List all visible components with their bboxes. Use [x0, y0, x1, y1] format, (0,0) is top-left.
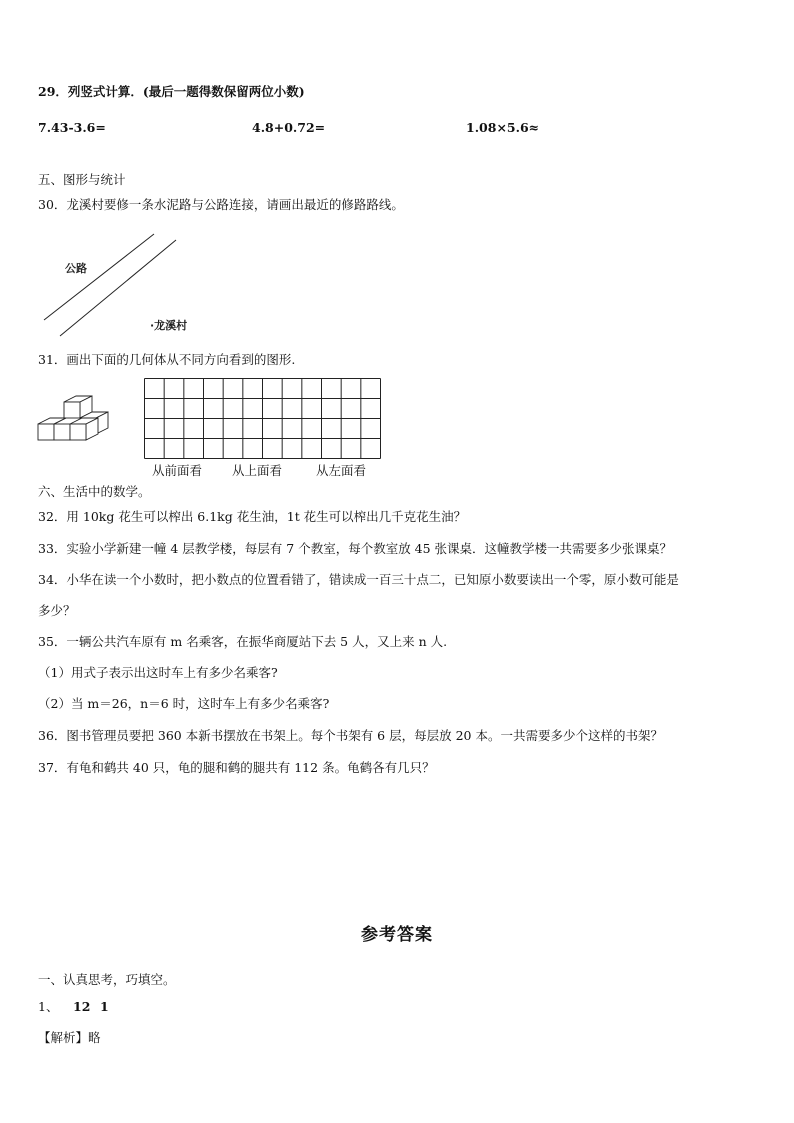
- answer-1-value-1: 12: [73, 999, 91, 1014]
- q35-text: 35．一辆公共汽车原有 m 名乘客，在振华商厦站下去 5 人，又上来 n 人.: [38, 634, 448, 649]
- q31-label-left: 从左面看: [316, 463, 367, 478]
- q34-line-1: 34．小华在读一个小数时，把小数点的位置看错了，错读成一百三十点二，已知原小数要读出一个零，原小数可能是: [38, 572, 679, 587]
- q31-label-front: 从前面看: [152, 463, 203, 478]
- q32-text: 32．用 10kg 花生可以榨出 6.1kg 花生油，1t 花生可以榨出几千克花生油？: [38, 509, 467, 524]
- answer-1-value-2: 1: [100, 999, 109, 1014]
- section-6-heading: 六、生活中的数学。: [38, 484, 151, 499]
- village-label: ·龙溪村: [150, 319, 188, 332]
- q35-sub-1: （1）用式子表示出这时车上有多少名乘客?: [38, 665, 278, 680]
- q33-text: 33．实验小学新建一幢 4 层教学楼，每层有 7 个教室，每个教室放 45 张课桌．这幢教学楼一共需要多少张课桌？: [38, 541, 673, 556]
- cube-stack-figure: [36, 394, 116, 450]
- q29-item-3: 1.08×5.6≈: [466, 120, 540, 135]
- q29-item-1: 7.43-3.6=: [38, 120, 106, 135]
- q31-text: 31．画出下面的几何体从不同方向看到的图形.: [38, 352, 296, 367]
- q29-item-2: 4.8+0.72=: [252, 120, 326, 135]
- q29-title: 29．列竖式计算．(最后一题得数保留两位小数): [38, 84, 305, 99]
- section-5-heading: 五、图形与统计: [38, 172, 126, 187]
- road-figure: [30, 228, 230, 348]
- q35-sub-2: （2）当 m＝26，n＝6 时，这时车上有多少名乘客?: [38, 696, 330, 711]
- answer-1-analysis: 【解析】略: [38, 1030, 101, 1045]
- answer-1-number: 1、: [38, 999, 59, 1014]
- drawing-grid: [144, 378, 384, 460]
- q36-text: 36．图书管理员要把 360 本新书摆放在书架上。每个书架有 6 层，每层放 20 本。一共需要多少个这样的书架？: [38, 728, 663, 743]
- q31-label-top: 从上面看: [232, 463, 283, 478]
- answers-section-1: 一、认真思考，巧填空。: [38, 972, 176, 987]
- answers-title: 参考答案: [361, 925, 433, 945]
- q30-text: 30．龙溪村要修一条水泥路与公路连接，请画出最近的修路路线。: [38, 197, 404, 212]
- q37-text: 37．有龟和鹤共 40 只，龟的腿和鹤的腿共有 112 条。龟鹤各有几只？: [38, 760, 435, 775]
- road-label: 公路: [65, 262, 87, 275]
- q34-line-2: 多少？: [38, 603, 76, 618]
